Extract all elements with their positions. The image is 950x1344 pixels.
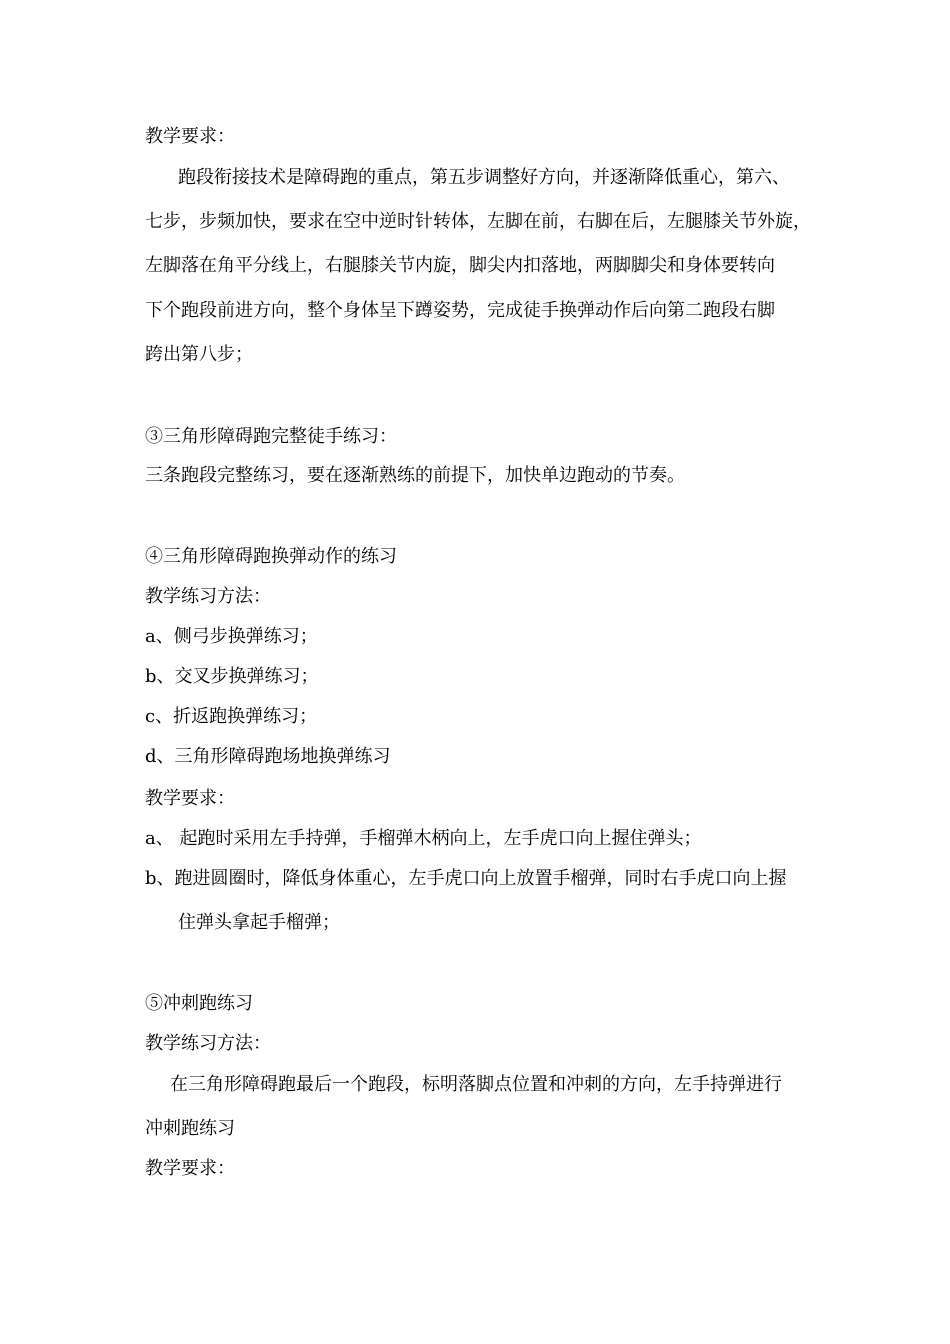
section-title: ⑤冲刺跑练习 xyxy=(145,993,253,1014)
list-item: b、交叉步换弹练习； xyxy=(145,666,319,687)
list-item: b、跑进圆圈时，降低身体重心，左手虎口向上放置手榴弹，同时右手虎口向上握 xyxy=(145,868,787,889)
list-item: a、 起跑时采用左手持弹，手榴弹木柄向上，左手虎口向上握住弹头； xyxy=(145,828,702,849)
paragraph-line: 跑段衔接技术是障碍跑的重点，第五步调整好方向，并逐渐降低重心，第六、 xyxy=(178,167,790,188)
paragraph-line: 三条跑段完整练习，要在逐渐熟练的前提下，加快单边跑动的节奏。 xyxy=(145,465,685,486)
section-title: ③三角形障碍跑完整徒手练习： xyxy=(145,426,397,447)
section-heading: 教学要求： xyxy=(145,1158,235,1179)
list-item-continuation: 住弹头拿起手榴弹； xyxy=(178,912,340,933)
paragraph-line: 在三角形障碍跑最后一个跑段，标明落脚点位置和冲刺的方向，左手持弹进行 xyxy=(170,1074,782,1095)
paragraph-line: 冲刺跑练习 xyxy=(145,1118,235,1139)
paragraph-line: 跨出第八步； xyxy=(145,344,253,365)
section-heading: 教学要求： xyxy=(145,788,235,809)
section-title: ④三角形障碍跑换弹动作的练习 xyxy=(145,546,397,567)
list-item: a、侧弓步换弹练习； xyxy=(145,626,318,647)
section-heading: 教学要求： xyxy=(145,126,235,147)
list-item: d、三角形障碍跑场地换弹练习 xyxy=(145,746,391,767)
section-heading: 教学练习方法： xyxy=(145,1033,271,1054)
paragraph-line: 下个跑段前进方向，整个身体呈下蹲姿势，完成徒手换弹动作后向第二跑段右脚 xyxy=(145,300,775,321)
paragraph-line: 左脚落在角平分线上，右腿膝关节内旋，脚尖内扣落地，两脚脚尖和身体要转向 xyxy=(145,255,775,276)
section-heading: 教学练习方法： xyxy=(145,586,271,607)
list-item: c、折返跑换弹练习； xyxy=(145,706,318,727)
paragraph-line: 七步，步频加快，要求在空中逆时针转体，左脚在前，右脚在后，左腿膝关节外旋， xyxy=(145,211,811,232)
